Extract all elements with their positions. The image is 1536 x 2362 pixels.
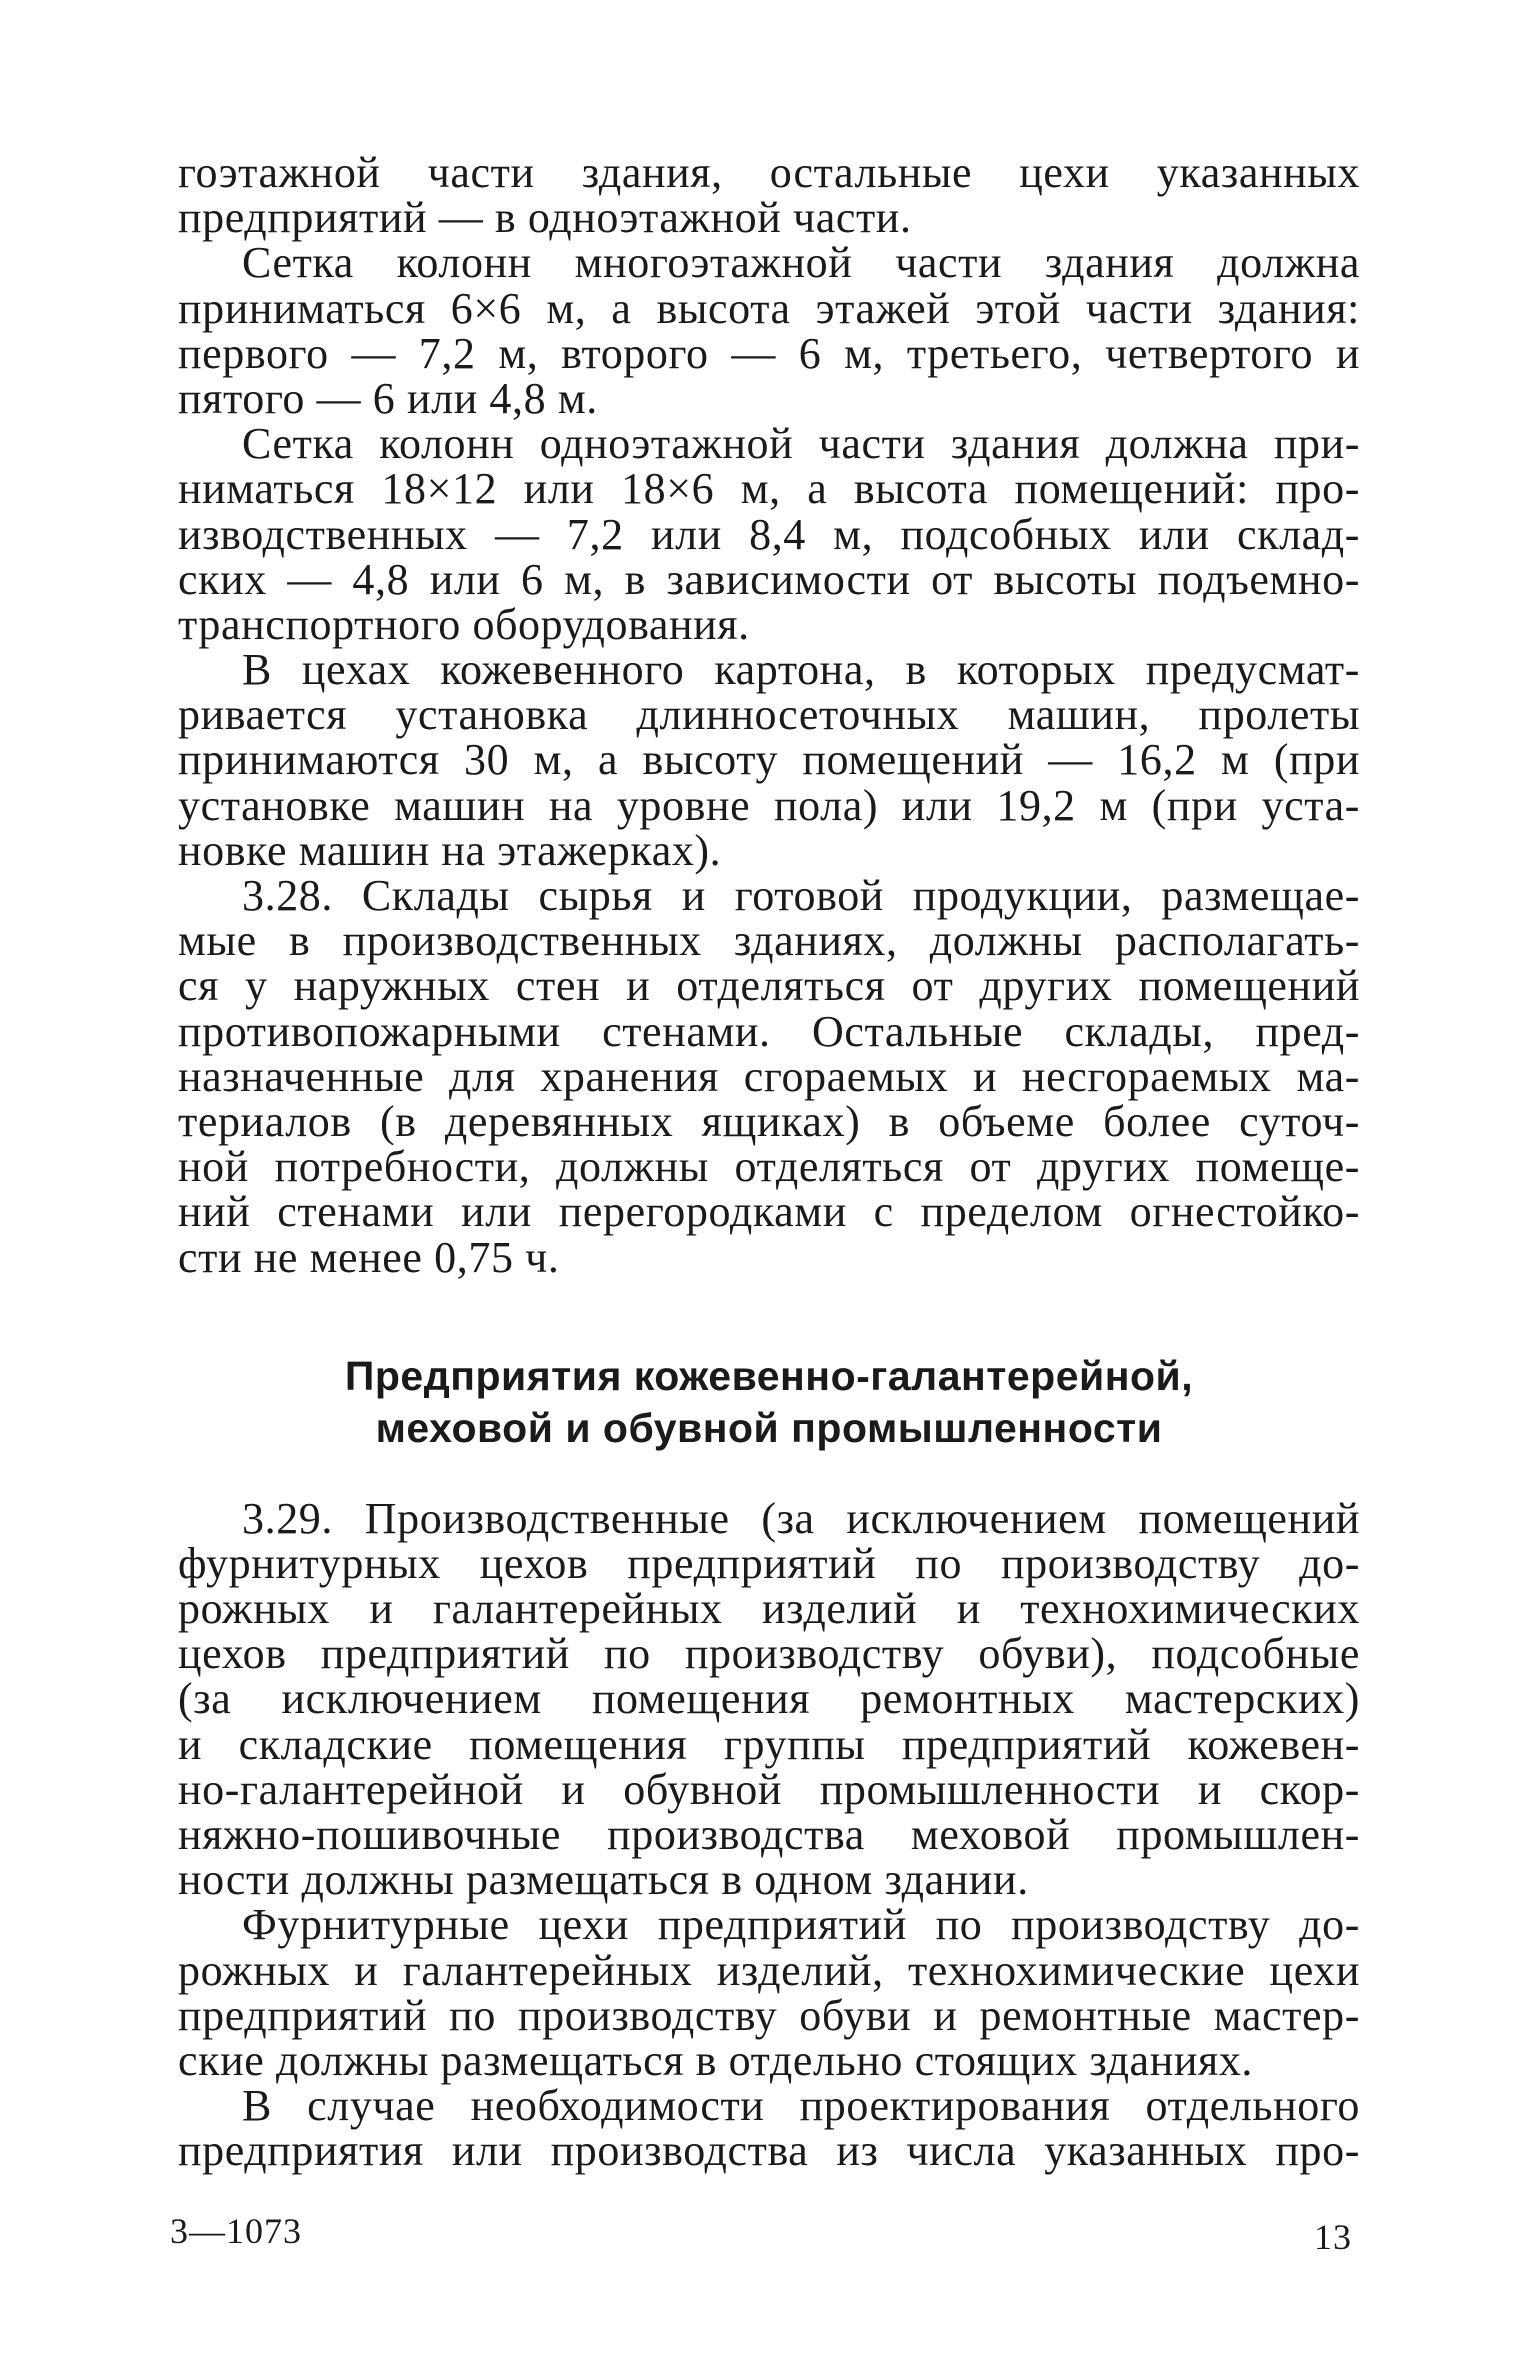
text-line: 3.28. Склады сырья и готовой продукции, размещае- — [242, 871, 1360, 920]
text-line: В цехах кожевенного картона, в которых предусмат- — [242, 645, 1360, 695]
text-line: Фурнитурные цехи предприятий по производству до- — [242, 1900, 1360, 1950]
text-line: рожных и галантерейных изделий, технохимические цехи — [178, 1945, 1360, 1995]
text-line: няжно-пошивочные производства меховой промышлен- — [178, 1810, 1360, 1859]
text-line: фурнитурных цехов предприятий по производству до- — [178, 1538, 1360, 1588]
section-heading-line-2: меховой и обувной промышленности — [375, 1404, 1163, 1451]
text-line: Сетка колонн многоэтажной части здания должна — [242, 238, 1360, 288]
text-line: предприятия или производства из числа указанных про- — [178, 2126, 1360, 2176]
text-line: Сетка колонн одноэтажной части здания должна при- — [242, 419, 1360, 469]
body-text-bottom — [178, 1493, 1360, 2176]
text-line: В случае необходимости проектирования отдельного — [242, 2081, 1360, 2131]
paragraph — [178, 148, 1360, 243]
document-page — [178, 150, 1360, 2174]
text-line: рожных и галантерейных изделий и технохимических — [178, 1584, 1360, 1634]
text-line: предприятий — в одноэтажной части. — [178, 193, 912, 243]
text-line: (за исключением помещения ремонтных мастерских) — [178, 1674, 1360, 1724]
text-line: ности должны размещаться в одном здании. — [178, 1855, 1029, 1905]
text-line: цехов предприятий по производству обуви), подсобные — [178, 1629, 1360, 1679]
text-line: но-галантерейной и обувной промышленности и скор- — [178, 1764, 1360, 1814]
paragraph — [178, 873, 1360, 1280]
text-line: предприятий по производству обуви и ремонтные мастер- — [178, 1990, 1360, 2040]
text-line: ниматься 18×12 или 18×6 м, а высота помещений: про- — [178, 464, 1360, 514]
body-text-top — [178, 150, 1360, 1280]
section-heading-line-1: Предприятия кожевенно-галантерейной, — [344, 1352, 1194, 1399]
text-line: ний стенами или перегородками с пределом огнестойко- — [178, 1187, 1360, 1237]
paragraph — [178, 1493, 1360, 1905]
text-line: сти не менее 0,75 ч. — [178, 1232, 560, 1282]
text-line: и складские помещения группы предприятий кожевен- — [178, 1719, 1360, 1769]
paragraph — [178, 1902, 1360, 2083]
paragraph — [178, 240, 1360, 421]
text-line: ной потребности, должны отделяться от других помеще- — [178, 1142, 1360, 1192]
paragraph — [178, 421, 1360, 647]
text-line: установке машин на уровне пола) или 19,2 м (при уста- — [178, 780, 1360, 830]
text-line: 3.29. Производственные (за исключением помещений — [242, 1493, 1360, 1543]
text-line: новке машин на этажерках). — [178, 825, 722, 875]
page-footer — [170, 2210, 1360, 2270]
text-line: ривается установка длинносеточных машин, пролеты — [178, 690, 1360, 740]
paragraph — [178, 2081, 1360, 2176]
text-line: транспортного оборудования. — [178, 599, 750, 649]
text-line: противопожарными стенами. Остальные склады, пред- — [178, 1006, 1360, 1056]
text-line: изводственных — 7,2 или 8,4 м, подсобных или склад- — [178, 509, 1360, 559]
text-line: мые в производственных зданиях, должны располагать- — [178, 916, 1360, 966]
text-line: назначенные для хранения сгораемых и несгораемых ма- — [178, 1051, 1360, 1101]
text-line: териалов (в деревянных ящиках) в объеме более суточ- — [178, 1096, 1360, 1146]
text-line: ся у наружных стен и отделяться от других помещений — [178, 961, 1360, 1011]
text-line: ские должны размещаться в отдельно стоящих зданиях. — [178, 2035, 1254, 2085]
text-line: гоэтажной части здания, остальные цехи указанных — [178, 148, 1360, 197]
text-line: принимаются 30 м, а высоту помещений — 16,2 м (при — [178, 735, 1360, 785]
text-line: первого — 7,2 м, второго — 6 м, третьего, четвертого и — [178, 328, 1360, 378]
section-heading — [178, 1350, 1360, 1454]
page-number: 13 — [1314, 2217, 1352, 2257]
text-line: пятого — 6 или 4,8 м. — [178, 373, 598, 423]
text-line: приниматься 6×6 м, а высота этажей этой части здания: — [178, 283, 1360, 333]
text-line: ских — 4,8 или 6 м, в зависимости от высоты подъемно- — [178, 554, 1360, 604]
printer-signature: 3—1073 — [170, 2211, 302, 2251]
paragraph — [178, 647, 1360, 873]
